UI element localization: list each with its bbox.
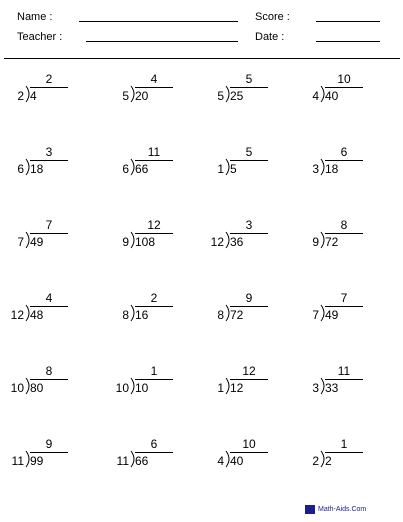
- date-field[interactable]: [316, 41, 380, 42]
- division-problem: [115, 438, 185, 478]
- division-problem: [210, 365, 280, 405]
- divisor: 11: [116, 454, 129, 468]
- quotient: 4: [45, 291, 53, 305]
- vinculum: [135, 87, 173, 88]
- quotient: 1: [340, 437, 348, 451]
- quotient: 7: [340, 291, 348, 305]
- header-divider: [4, 58, 400, 59]
- divisor: 2: [17, 89, 24, 103]
- divisor: 3: [312, 381, 319, 395]
- division-problem: [115, 219, 185, 259]
- vinculum: [230, 306, 268, 307]
- quotient: 8: [45, 364, 53, 378]
- vinculum: [135, 306, 173, 307]
- quotient: 3: [45, 145, 53, 159]
- vinculum: [30, 306, 68, 307]
- division-problem: [115, 146, 185, 186]
- quotient: 7: [45, 218, 53, 232]
- dividend: 36: [230, 235, 244, 249]
- division-problem: [10, 73, 80, 113]
- division-problem: [115, 73, 185, 113]
- division-problem: [210, 146, 280, 186]
- score-label: Score :: [255, 11, 290, 23]
- division-problem: [10, 219, 80, 259]
- division-problem: [305, 73, 375, 113]
- date-label: Date :: [255, 31, 285, 43]
- quotient: 10: [337, 72, 351, 86]
- dividend: 20: [135, 89, 149, 103]
- vinculum: [230, 233, 268, 234]
- dividend: 18: [30, 162, 44, 176]
- quotient: 3: [245, 218, 253, 232]
- dividend: 49: [325, 308, 339, 322]
- dividend: 72: [230, 308, 244, 322]
- divisor: 3: [312, 162, 319, 176]
- quotient: 1: [150, 364, 158, 378]
- dividend: 12: [230, 381, 244, 395]
- vinculum: [135, 379, 173, 380]
- dividend: 99: [30, 454, 44, 468]
- quotient: 4: [150, 72, 158, 86]
- division-problem: [115, 365, 185, 405]
- score-field[interactable]: [316, 21, 380, 22]
- teacher-label: Teacher :: [17, 31, 63, 43]
- vinculum: [30, 379, 68, 380]
- divisor: 10: [115, 381, 129, 395]
- quotient: 6: [340, 145, 348, 159]
- divisor: 8: [122, 308, 129, 322]
- divisor: 7: [17, 235, 24, 249]
- quotient: 5: [245, 145, 253, 159]
- vinculum: [325, 160, 363, 161]
- dividend: 40: [325, 89, 339, 103]
- divisor: 6: [122, 162, 129, 176]
- dividend: 108: [135, 235, 156, 249]
- quotient: 2: [45, 72, 53, 86]
- quotient: 10: [242, 437, 256, 451]
- divisor: 1: [217, 381, 224, 395]
- dividend: 80: [30, 381, 44, 395]
- dividend: 40: [230, 454, 244, 468]
- divisor: 12: [210, 235, 224, 249]
- dividend: 66: [135, 454, 149, 468]
- divisor: 1: [217, 162, 224, 176]
- division-problem: [210, 292, 280, 332]
- vinculum: [230, 87, 268, 88]
- dividend: 2: [325, 454, 332, 468]
- dividend: 33: [325, 381, 339, 395]
- division-problem: [210, 438, 280, 478]
- dividend: 66: [135, 162, 149, 176]
- division-problem: [10, 438, 80, 478]
- division-problem: [10, 292, 80, 332]
- divisor: 9: [312, 235, 319, 249]
- vinculum: [230, 160, 268, 161]
- divisor: 6: [17, 162, 24, 176]
- vinculum: [325, 379, 363, 380]
- vinculum: [135, 233, 173, 234]
- divisor: 10: [10, 381, 24, 395]
- footer-site-text: Math-Aids.Com: [318, 506, 367, 513]
- divisor: 5: [217, 89, 224, 103]
- vinculum: [325, 306, 363, 307]
- division-problem: [10, 365, 80, 405]
- footer-logo: [305, 505, 366, 514]
- vinculum: [325, 452, 363, 453]
- division-problem: [305, 146, 375, 186]
- divisor: 12: [10, 308, 24, 322]
- vinculum: [135, 452, 173, 453]
- division-problem: [305, 292, 375, 332]
- dividend: 5: [230, 162, 237, 176]
- math-aids-logo-icon: [305, 505, 315, 514]
- dividend: 16: [135, 308, 149, 322]
- vinculum: [30, 452, 68, 453]
- quotient: 11: [147, 145, 161, 159]
- division-problem: [115, 292, 185, 332]
- dividend: 4: [30, 89, 37, 103]
- quotient: 9: [245, 291, 253, 305]
- name-label: Name :: [17, 11, 53, 23]
- quotient: 12: [242, 364, 256, 378]
- divisor: 2: [312, 454, 319, 468]
- divisor: 11: [11, 454, 24, 468]
- quotient: 2: [150, 291, 158, 305]
- quotient: 9: [45, 437, 53, 451]
- division-problem: [305, 219, 375, 259]
- division-problem: [210, 73, 280, 113]
- dividend: 72: [325, 235, 339, 249]
- vinculum: [30, 160, 68, 161]
- quotient: 8: [340, 218, 348, 232]
- dividend: 48: [30, 308, 44, 322]
- division-problem: [305, 438, 375, 478]
- divisor: 8: [217, 308, 224, 322]
- vinculum: [135, 160, 173, 161]
- vinculum: [30, 87, 68, 88]
- division-problem: [305, 365, 375, 405]
- dividend: 49: [30, 235, 44, 249]
- divisor: 7: [312, 308, 319, 322]
- divisor: 4: [217, 454, 224, 468]
- teacher-field[interactable]: [86, 41, 238, 42]
- divisor: 9: [122, 235, 129, 249]
- divisor: 4: [312, 89, 319, 103]
- divisor: 5: [122, 89, 129, 103]
- dividend: 25: [230, 89, 244, 103]
- vinculum: [230, 379, 268, 380]
- quotient: 5: [245, 72, 253, 86]
- quotient: 6: [150, 437, 158, 451]
- vinculum: [230, 452, 268, 453]
- vinculum: [325, 87, 363, 88]
- vinculum: [325, 233, 363, 234]
- dividend: 10: [135, 381, 149, 395]
- division-problem: [210, 219, 280, 259]
- division-problem: [10, 146, 80, 186]
- quotient: 11: [337, 364, 351, 378]
- vinculum: [30, 233, 68, 234]
- name-field[interactable]: [79, 21, 238, 22]
- dividend: 18: [325, 162, 339, 176]
- quotient: 12: [147, 218, 161, 232]
